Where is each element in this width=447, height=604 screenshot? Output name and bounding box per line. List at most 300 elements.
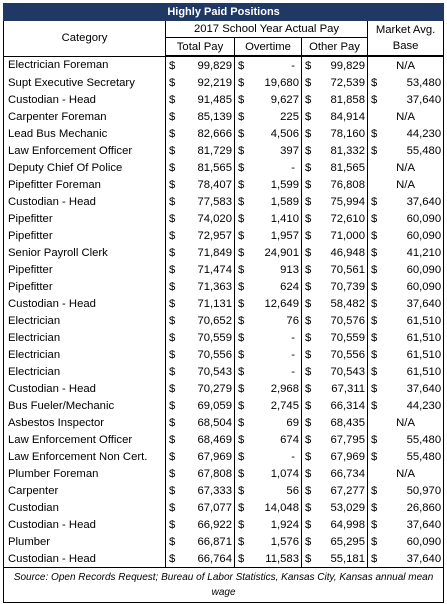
category-cell: Law Enforcement Officer [4,431,166,448]
total-pay-cell: 71,131 [180,295,235,312]
other-pay-cell: 67,277 [316,482,368,499]
other-pay-cell: 64,998 [316,516,368,533]
category-cell: Plumber Foreman [4,465,166,482]
overtime-cell: 14,048 [249,499,302,516]
market-avg-cell: 44,230 [386,125,444,142]
market-currency-symbol: $ [371,484,378,497]
total-currency-symbol: $ [169,399,176,412]
market-avg-cell: 60,090 [386,278,444,295]
other-pay-cell: 78,160 [316,125,368,142]
market-avg-cell: 61,510 [386,346,444,363]
market-currency-symbol: $ [371,76,378,89]
other-pay-cell: 70,576 [316,312,368,329]
table-row [4,380,444,397]
other-currency-symbol: $ [305,59,312,72]
table-row [4,176,444,193]
other-currency-symbol: $ [305,280,312,293]
total-pay-cell: 91,485 [180,91,235,108]
total-currency-symbol: $ [169,280,176,293]
total-pay-cell: 66,764 [180,550,235,568]
table-row [4,431,444,448]
other-currency-symbol: $ [305,365,312,378]
overtime-currency-symbol: $ [238,144,245,157]
other-currency-symbol: $ [305,93,312,106]
other-pay-cell: 81,858 [316,91,368,108]
other-currency-symbol: $ [305,229,312,242]
overtime-currency-symbol: $ [238,212,245,225]
other-currency-symbol: $ [305,127,312,140]
other-currency-symbol: $ [305,76,312,89]
market-currency-symbol: $ [371,314,378,327]
market-currency-symbol: $ [371,399,378,412]
overtime-currency-symbol: $ [238,110,245,123]
market-currency-symbol: $ [371,518,378,531]
total-currency-symbol: $ [169,297,176,310]
other-currency-symbol: $ [305,467,312,480]
market-currency-symbol: $ [371,365,378,378]
category-cell: Custodian - Head [4,295,166,312]
market-avg-cell: 61,510 [386,329,444,346]
total-pay-cell: 69,059 [180,397,235,414]
total-pay-cell: 71,474 [180,261,235,278]
overtime-currency-symbol: $ [238,535,245,548]
overtime-cell: 913 [249,261,302,278]
other-pay-cell: 70,561 [316,261,368,278]
other-pay-cell: 66,314 [316,397,368,414]
market-currency-symbol: $ [371,212,378,225]
total-pay-cell: 72,957 [180,227,235,244]
total-currency-symbol: $ [169,229,176,242]
total-pay-cell: 92,219 [180,74,235,91]
category-cell: Pipefitter [4,227,166,244]
table-row [4,227,444,244]
market-avg-cell: 37,640 [386,193,444,210]
total-currency-symbol: $ [169,144,176,157]
total-pay-cell: 67,969 [180,448,235,465]
other-currency-symbol: $ [305,314,312,327]
other-pay-cell: 70,543 [316,363,368,380]
total-pay-cell: 67,333 [180,482,235,499]
total-currency-symbol: $ [169,246,176,259]
category-cell: Custodian - Head [4,550,166,568]
table-title: Highly Paid Positions [4,4,444,21]
overtime-currency-symbol: $ [238,297,245,310]
total-currency-symbol: $ [169,161,176,174]
total-currency-symbol: $ [166,550,180,568]
highly-paid-positions-table [3,3,444,603]
total-pay-cell: 77,583 [180,193,235,210]
overtime-cell: 12,649 [249,295,302,312]
market-currency-symbol: $ [371,127,378,140]
overtime-cell: 24,901 [249,244,302,261]
category-cell: Custodian - Head [4,380,166,397]
overtime-currency-symbol: $ [238,433,245,446]
header-category: Category [4,21,166,57]
table-row [4,56,444,74]
overtime-cell: 56 [249,482,302,499]
total-pay-cell: 66,871 [180,533,235,550]
market-avg-cell: N/A [368,56,444,74]
other-currency-symbol: $ [305,416,312,429]
table-row [4,312,444,329]
overtime-currency-symbol: $ [238,229,245,242]
category-cell: Carpenter [4,482,166,499]
overtime-cell: 1,589 [249,193,302,210]
overtime-currency-symbol: $ [238,382,245,395]
other-currency-symbol: $ [305,535,312,548]
total-pay-cell: 66,922 [180,516,235,533]
overtime-currency-symbol: $ [238,467,245,480]
other-pay-cell: 76,808 [316,176,368,193]
market-avg-cell: N/A [368,176,444,193]
market-avg-cell: 61,510 [386,312,444,329]
total-pay-cell: 78,407 [180,176,235,193]
total-currency-symbol: $ [169,365,176,378]
total-currency-symbol: $ [169,535,176,548]
total-currency-symbol: $ [169,195,176,208]
other-pay-cell: 70,739 [316,278,368,295]
table-row [4,210,444,227]
market-currency-symbol: $ [371,195,378,208]
overtime-currency-symbol: $ [238,416,245,429]
overtime-currency-symbol: $ [238,314,245,327]
other-pay-cell: 67,311 [316,380,368,397]
market-currency-symbol: $ [371,433,378,446]
category-cell: Senior Payroll Clerk [4,244,166,261]
market-currency-symbol: $ [371,331,378,344]
other-currency-symbol: $ [305,195,312,208]
overtime-currency-symbol: $ [238,195,245,208]
overtime-currency-symbol: $ [238,280,245,293]
other-pay-cell: 71,000 [316,227,368,244]
market-avg-cell: N/A [368,108,444,125]
overtime-cell: 1,957 [249,227,302,244]
total-pay-cell: 70,652 [180,312,235,329]
overtime-currency-symbol: $ [238,178,245,191]
table-row [4,193,444,210]
overtime-cell: - [249,56,302,74]
total-pay-cell: 85,139 [180,108,235,125]
overtime-currency-symbol: $ [238,76,245,89]
other-pay-cell: 81,565 [316,159,368,176]
overtime-currency-symbol: $ [238,501,245,514]
other-currency-symbol: $ [305,450,312,463]
header-group-actual-pay: 2017 School Year Actual Pay [166,21,368,38]
total-currency-symbol: $ [169,484,176,497]
total-currency-symbol: $ [169,178,176,191]
header-total-pay: Total Pay [166,38,235,57]
table-row [4,108,444,125]
other-pay-cell: 53,029 [316,499,368,516]
overtime-currency-symbol: $ [238,127,245,140]
market-currency-symbol: $ [371,229,378,242]
table-row [4,414,444,431]
category-cell: Law Enforcement Officer [4,142,166,159]
category-cell: Pipefitter [4,261,166,278]
category-cell: Pipefitter [4,210,166,227]
table-row [4,363,444,380]
overtime-currency-symbol: $ [238,518,245,531]
other-pay-cell: 46,948 [316,244,368,261]
total-currency-symbol: $ [169,110,176,123]
table-row [4,499,444,516]
table-row [4,91,444,108]
overtime-cell: 4,506 [249,125,302,142]
market-currency-symbol: $ [371,501,378,514]
total-pay-cell: 82,666 [180,125,235,142]
other-pay-cell: 68,435 [316,414,368,431]
header-other-pay: Other Pay [302,38,368,57]
total-currency-symbol: $ [169,93,176,106]
overtime-cell: 1,576 [249,533,302,550]
other-pay-cell: 58,482 [316,295,368,312]
market-currency-symbol: $ [371,382,378,395]
table-row [4,448,444,465]
market-currency-symbol: $ [371,246,378,259]
table-row [4,533,444,550]
other-pay-cell: 67,969 [316,448,368,465]
total-pay-cell: 67,077 [180,499,235,516]
total-pay-cell: 71,363 [180,278,235,295]
overtime-currency-symbol: $ [238,93,245,106]
other-currency-symbol: $ [305,297,312,310]
overtime-cell: - [249,329,302,346]
market-avg-cell: 55,480 [386,431,444,448]
table-row [4,74,444,91]
overtime-cell: 1,924 [249,516,302,533]
total-currency-symbol: $ [169,501,176,514]
other-currency-symbol: $ [305,246,312,259]
category-cell: Custodian - Head [4,516,166,533]
market-avg-cell: 53,480 [386,74,444,91]
overtime-cell: - [249,346,302,363]
other-pay-cell: 67,795 [316,431,368,448]
overtime-cell: 2,745 [249,397,302,414]
market-avg-cell: N/A [368,414,444,431]
other-currency-symbol: $ [305,348,312,361]
other-currency-symbol: $ [305,212,312,225]
category-cell: Lead Bus Mechanic [4,125,166,142]
overtime-cell: 19,680 [249,74,302,91]
overtime-cell: 11,583 [249,550,302,568]
overtime-currency-symbol: $ [238,348,245,361]
overtime-currency-symbol: $ [238,331,245,344]
table-row [4,465,444,482]
category-cell: Custodian - Head [4,193,166,210]
market-avg-cell: 60,090 [386,261,444,278]
market-avg-cell: 60,090 [386,533,444,550]
table-body [4,56,444,568]
category-cell: Pipefitter [4,278,166,295]
market-avg-cell: 37,640 [386,516,444,533]
other-pay-cell: 66,734 [316,465,368,482]
total-pay-cell: 99,829 [180,56,235,74]
market-avg-cell: 37,640 [386,380,444,397]
other-pay-cell: 70,559 [316,329,368,346]
market-currency-symbol: $ [371,263,378,276]
market-avg-cell: 44,230 [386,397,444,414]
market-currency-symbol: $ [371,297,378,310]
other-pay-cell: 84,914 [316,108,368,125]
overtime-cell: - [249,159,302,176]
overtime-cell: 1,074 [249,465,302,482]
total-currency-symbol: $ [169,59,176,72]
total-currency-symbol: $ [169,263,176,276]
overtime-currency-symbol: $ [238,246,245,259]
total-currency-symbol: $ [169,331,176,344]
table-row [4,261,444,278]
overtime-cell: 1,599 [249,176,302,193]
total-pay-cell: 67,808 [180,465,235,482]
category-cell: Custodian - Head [4,91,166,108]
market-currency-symbol: $ [371,93,378,106]
total-pay-cell: 68,504 [180,414,235,431]
market-avg-cell: 55,480 [386,448,444,465]
total-pay-cell: 81,729 [180,142,235,159]
other-pay-cell: 65,295 [316,533,368,550]
category-cell: Asbestos Inspector [4,414,166,431]
overtime-cell: 225 [249,108,302,125]
other-currency-symbol: $ [305,501,312,514]
overtime-cell: - [249,363,302,380]
market-currency-symbol: $ [371,450,378,463]
other-currency-symbol: $ [305,518,312,531]
total-pay-cell: 70,279 [180,380,235,397]
market-avg-cell: N/A [368,159,444,176]
total-pay-cell: 71,849 [180,244,235,261]
market-currency-symbol: $ [368,550,386,568]
total-currency-symbol: $ [169,467,176,480]
other-pay-cell: 99,829 [316,56,368,74]
table-row [4,346,444,363]
total-currency-symbol: $ [169,433,176,446]
other-pay-cell: 70,556 [316,346,368,363]
other-pay-cell: 75,994 [316,193,368,210]
total-currency-symbol: $ [169,212,176,225]
total-pay-cell: 70,543 [180,363,235,380]
category-cell: Electrician Foreman [4,56,166,74]
market-avg-cell: 37,640 [386,91,444,108]
overtime-cell: 9,627 [249,91,302,108]
total-currency-symbol: $ [169,450,176,463]
other-currency-symbol: $ [305,178,312,191]
overtime-currency-symbol: $ [238,484,245,497]
market-avg-cell: 55,480 [386,142,444,159]
other-currency-symbol: $ [305,399,312,412]
market-avg-cell: 50,970 [386,482,444,499]
market-avg-cell: 41,210 [386,244,444,261]
other-currency-symbol: $ [305,263,312,276]
category-cell: Supt Executive Secretary [4,74,166,91]
other-currency-symbol: $ [305,161,312,174]
overtime-cell: 76 [249,312,302,329]
overtime-cell: - [249,448,302,465]
overtime-currency-symbol: $ [238,263,245,276]
table-row [4,295,444,312]
category-cell: Carpenter Foreman [4,108,166,125]
other-currency-symbol: $ [305,331,312,344]
market-avg-cell: 60,090 [386,227,444,244]
category-cell: Electrician [4,312,166,329]
table-container [3,3,443,603]
total-pay-cell: 81,565 [180,159,235,176]
overtime-cell: 674 [249,431,302,448]
category-cell: Law Enforcement Non Cert. [4,448,166,465]
other-currency-symbol: $ [305,110,312,123]
total-pay-cell: 74,020 [180,210,235,227]
other-currency-symbol: $ [302,550,316,568]
total-currency-symbol: $ [169,314,176,327]
other-pay-cell: 72,539 [316,74,368,91]
table-row [4,397,444,414]
overtime-currency-symbol: $ [238,59,245,72]
total-currency-symbol: $ [169,416,176,429]
other-pay-cell: 81,332 [316,142,368,159]
table-row [4,329,444,346]
overtime-cell: 624 [249,278,302,295]
market-avg-cell: 26,860 [386,499,444,516]
market-currency-symbol: $ [371,144,378,157]
other-currency-symbol: $ [305,433,312,446]
overtime-currency-symbol: $ [238,399,245,412]
table-row [4,125,444,142]
market-currency-symbol: $ [371,348,378,361]
category-cell: Pipefitter Foreman [4,176,166,193]
other-currency-symbol: $ [305,484,312,497]
table-row [4,142,444,159]
total-pay-cell: 70,556 [180,346,235,363]
market-currency-symbol: $ [371,280,378,293]
table-row [4,550,444,568]
market-avg-cell: 60,090 [386,210,444,227]
overtime-cell: 2,968 [249,380,302,397]
table-row [4,244,444,261]
overtime-currency-symbol: $ [238,450,245,463]
other-currency-symbol: $ [305,382,312,395]
market-avg-cell: 61,510 [386,363,444,380]
table-row [4,278,444,295]
other-pay-cell: 55,181 [316,550,368,568]
market-avg-cell: 37,640 [386,550,444,568]
table-row [4,516,444,533]
category-cell: Electrician [4,346,166,363]
total-pay-cell: 70,559 [180,329,235,346]
table-row [4,482,444,499]
category-cell: Bus Fueler/Mechanic [4,397,166,414]
total-pay-cell: 68,469 [180,431,235,448]
header-market-avg-base: Market Avg. Base [368,21,444,57]
other-currency-symbol: $ [305,144,312,157]
header-overtime: Overtime [235,38,302,57]
overtime-cell: 397 [249,142,302,159]
total-currency-symbol: $ [169,76,176,89]
total-currency-symbol: $ [169,518,176,531]
table-row [4,159,444,176]
overtime-currency-symbol: $ [235,550,249,568]
total-currency-symbol: $ [169,348,176,361]
market-currency-symbol: $ [371,535,378,548]
overtime-currency-symbol: $ [238,161,245,174]
category-cell: Electrician [4,363,166,380]
total-currency-symbol: $ [169,382,176,395]
other-pay-cell: 72,610 [316,210,368,227]
category-cell: Plumber [4,533,166,550]
total-currency-symbol: $ [169,127,176,140]
market-avg-cell: N/A [368,465,444,482]
overtime-cell: 69 [249,414,302,431]
overtime-currency-symbol: $ [238,365,245,378]
category-cell: Deputy Chief Of Police [4,159,166,176]
